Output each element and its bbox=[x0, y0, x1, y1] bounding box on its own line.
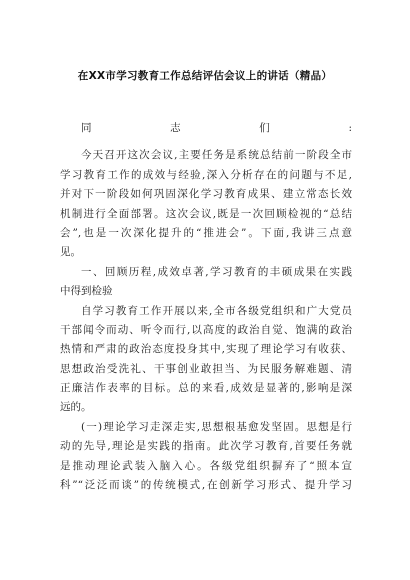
paragraph-line: 机制进行全面部署。这次会议,既是一次回顾检视的“总结 bbox=[60, 207, 352, 220]
paragraph-3 bbox=[60, 418, 352, 496]
document-body bbox=[60, 119, 352, 495]
paragraph-line: 今天召开这次会议,主要任务是系统总结前一阶段全市 bbox=[81, 149, 352, 162]
document-title: 在XX市学习教育工作总结评估会议上的讲话（精品） bbox=[77, 70, 333, 82]
section-heading-1 bbox=[60, 263, 352, 302]
salutation: 同志们: bbox=[81, 122, 352, 134]
paragraph-line: 热情和严肃的政治态度投身其中,实现了理论学习有收获、 bbox=[60, 343, 352, 356]
paragraph-line: (一)理论学习走深走实,思想根基愈发坚固。思想是行 bbox=[81, 420, 352, 433]
paragraph-line: 远的。 bbox=[60, 401, 92, 414]
paragraph-2 bbox=[60, 302, 352, 418]
spacer bbox=[60, 138, 352, 146]
paragraph-line: 干部闻令而动、听令而行,以高度的政治自觉、饱满的政治 bbox=[60, 323, 352, 336]
paragraph-1 bbox=[60, 146, 352, 262]
heading-line: 一、回顾历程,成效卓著,学习教育的丰硕成果在实践 bbox=[81, 265, 352, 278]
paragraph-line: 自学习教育工作开展以来,全市各级党组织和广大党员 bbox=[81, 304, 352, 317]
heading-line: 中得到检验 bbox=[60, 285, 113, 298]
paragraph-line: 学习教育工作的成效与经验,深入分析存在的问题与不足, bbox=[60, 168, 352, 181]
paragraph-line: 思想政治受洗礼、干事创业敢担当、为民服务解难题、清 bbox=[60, 362, 352, 375]
paragraph-line: 是推动理论武装入脑入心。各级党组织摒弃了“照本宣 bbox=[60, 459, 352, 472]
paragraph-line: 动的先导,理论是实践的指南。此次学习教育,首要任务就 bbox=[60, 440, 352, 453]
paragraph-line: 科”“泛泛而谈”的传统模式,在创新学习形式、提升学习 bbox=[60, 479, 352, 492]
paragraph-line: 见。 bbox=[60, 246, 81, 259]
paragraph-line: 会”,也是一次深化提升的“推进会”。下面,我讲三点意 bbox=[60, 226, 352, 239]
paragraph-line: 正廉洁作表率的目标。总的来看,成效是显著的,影响是深 bbox=[60, 382, 352, 395]
paragraph-line: 并对下一阶段如何巩固深化学习教育成果、建立常态长效 bbox=[60, 188, 352, 201]
